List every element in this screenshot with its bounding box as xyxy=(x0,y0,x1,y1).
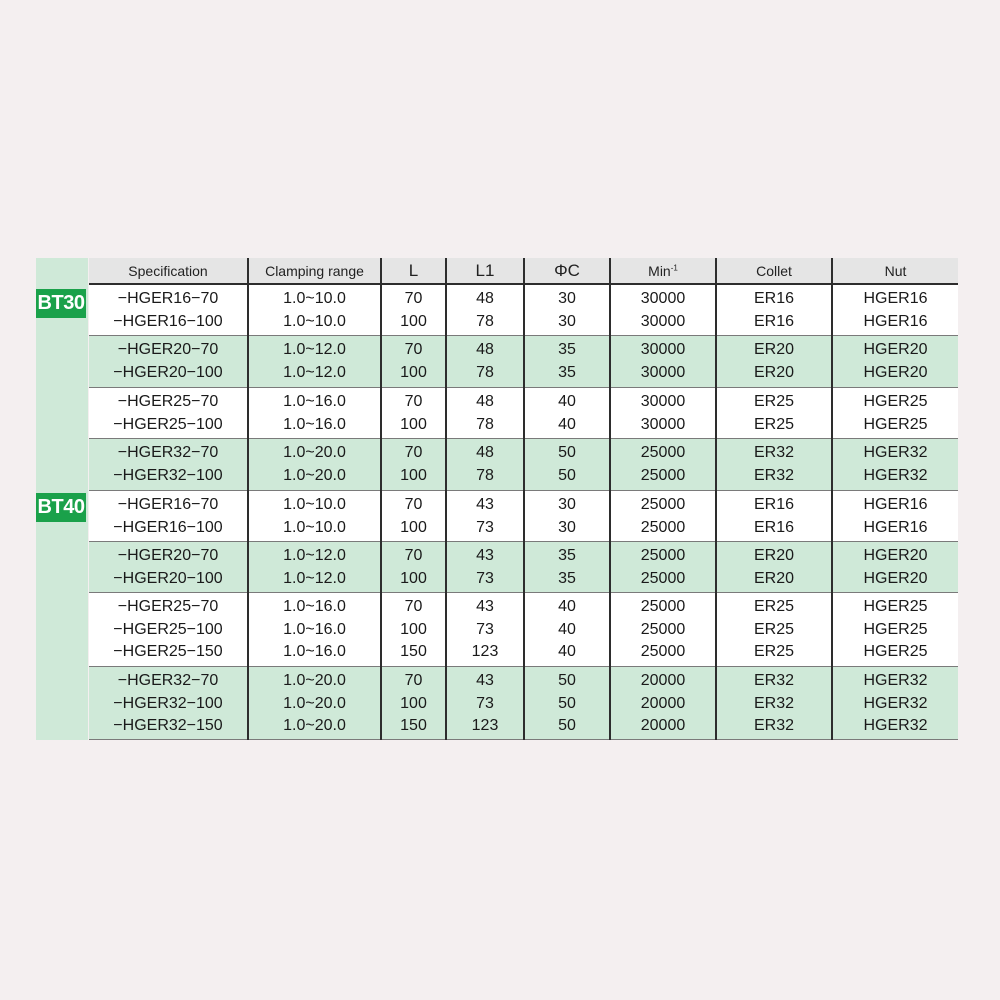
cell-l1: 78 xyxy=(476,466,494,484)
cell-l1: 48 xyxy=(476,290,494,307)
cell-nut: HGER32 xyxy=(863,672,928,689)
cell-phi-c: 50 xyxy=(558,444,576,461)
bt30-label: BT30 xyxy=(36,289,86,318)
cell-clamping-range: 1.0~16.0 xyxy=(283,415,346,433)
cell-l1: 123 xyxy=(471,643,499,660)
cell-l: 100 xyxy=(400,466,427,484)
cell-l: 70 xyxy=(404,598,423,615)
cell-nut: HGER25 xyxy=(863,620,928,638)
cell-specification: −HGER25−100 xyxy=(113,415,223,433)
cell-l1: 73 xyxy=(476,569,494,587)
cell-phi-c: 40 xyxy=(558,643,576,660)
cell-nut: HGER25 xyxy=(863,415,928,433)
cell-l: 150 xyxy=(400,717,427,734)
cell-l1: 48 xyxy=(476,444,494,461)
cell-phi-c: 35 xyxy=(558,341,576,358)
cell-clamping-range: 1.0~20.0 xyxy=(283,717,346,734)
cell-nut: HGER20 xyxy=(863,547,928,564)
bt40-label: BT40 xyxy=(36,493,86,522)
header-nut: Nut xyxy=(833,258,958,285)
holder-series-sidebar xyxy=(36,258,88,740)
cell-nut: HGER20 xyxy=(863,363,928,381)
cell-l: 100 xyxy=(400,312,427,330)
cell-specification: −HGER20−70 xyxy=(117,341,219,358)
cell-min: 30000 xyxy=(640,415,686,433)
column-divider xyxy=(715,258,717,740)
cell-clamping-range: 1.0~10.0 xyxy=(283,290,346,307)
cell-l1: 73 xyxy=(476,694,494,712)
cell-clamping-range: 1.0~16.0 xyxy=(283,598,346,615)
header-phi-c: ΦC xyxy=(525,258,609,285)
column-divider xyxy=(831,258,833,740)
cell-collet: ER16 xyxy=(753,290,795,307)
cell-min: 30000 xyxy=(640,393,686,410)
cell-l: 70 xyxy=(404,393,423,410)
spec-table xyxy=(89,258,958,740)
spec-table-frame xyxy=(36,258,958,740)
cell-collet: ER32 xyxy=(753,694,795,712)
cell-l1: 73 xyxy=(476,620,494,638)
cell-l: 100 xyxy=(400,569,427,587)
cell-clamping-range: 1.0~12.0 xyxy=(283,569,346,587)
cell-nut: HGER20 xyxy=(863,569,928,587)
cell-min: 25000 xyxy=(640,444,686,461)
cell-collet: ER20 xyxy=(753,547,795,564)
cell-min: 20000 xyxy=(640,717,686,734)
cell-phi-c: 35 xyxy=(558,547,576,564)
cell-phi-c: 50 xyxy=(558,717,576,734)
cell-l1: 43 xyxy=(476,496,494,513)
cell-specification: −HGER25−70 xyxy=(117,598,219,615)
cell-nut: HGER32 xyxy=(863,466,928,484)
cell-collet: ER32 xyxy=(753,466,795,484)
cell-clamping-range: 1.0~12.0 xyxy=(283,363,346,381)
cell-min: 25000 xyxy=(640,466,686,484)
cell-l: 100 xyxy=(400,363,427,381)
cell-min: 25000 xyxy=(640,569,686,587)
cell-phi-c: 30 xyxy=(558,312,576,330)
cell-l: 150 xyxy=(400,643,427,660)
cell-specification: −HGER20−100 xyxy=(113,363,223,381)
cell-clamping-range: 1.0~20.0 xyxy=(283,444,346,461)
cell-min: 20000 xyxy=(640,694,686,712)
cell-nut: HGER25 xyxy=(863,598,928,615)
cell-l1: 73 xyxy=(476,518,494,536)
cell-collet: ER20 xyxy=(753,341,795,358)
cell-clamping-range: 1.0~16.0 xyxy=(283,643,346,660)
cell-nut: HGER16 xyxy=(863,518,928,536)
header-collet: Collet xyxy=(717,258,831,285)
header-min xyxy=(611,258,715,285)
cell-nut: HGER25 xyxy=(863,643,928,660)
cell-clamping-range: 1.0~16.0 xyxy=(283,620,346,638)
cell-collet: ER16 xyxy=(753,312,795,330)
cell-collet: ER25 xyxy=(753,643,795,660)
cell-nut: HGER16 xyxy=(863,312,928,330)
cell-nut: HGER32 xyxy=(863,694,928,712)
cell-specification: −HGER16−100 xyxy=(113,312,223,330)
cell-min: 25000 xyxy=(640,643,686,660)
cell-collet: ER20 xyxy=(753,363,795,381)
cell-min: 25000 xyxy=(640,518,686,536)
cell-collet: ER32 xyxy=(753,717,795,734)
cell-collet: ER25 xyxy=(753,620,795,638)
cell-nut: HGER32 xyxy=(863,717,928,734)
cell-specification: −HGER32−100 xyxy=(113,466,223,484)
column-divider xyxy=(247,258,249,740)
cell-min: 20000 xyxy=(640,672,686,689)
cell-specification: −HGER25−100 xyxy=(113,620,223,638)
cell-specification: −HGER32−70 xyxy=(117,444,219,461)
cell-specification: −HGER32−150 xyxy=(113,717,223,734)
cell-clamping-range: 1.0~20.0 xyxy=(283,694,346,712)
cell-nut: HGER32 xyxy=(863,444,928,461)
cell-clamping-range: 1.0~10.0 xyxy=(283,496,346,513)
cell-specification: −HGER25−150 xyxy=(113,643,223,660)
cell-l1: 43 xyxy=(476,598,494,615)
cell-l: 100 xyxy=(400,518,427,536)
cell-collet: ER16 xyxy=(753,518,795,536)
cell-nut: HGER16 xyxy=(863,496,928,513)
cell-clamping-range: 1.0~16.0 xyxy=(283,393,346,410)
cell-specification: −HGER20−70 xyxy=(117,547,219,564)
cell-min: 25000 xyxy=(640,598,686,615)
header-min-superscript: -1 xyxy=(670,263,678,273)
cell-l: 100 xyxy=(400,415,427,433)
cell-l1: 48 xyxy=(476,393,494,410)
cell-phi-c: 50 xyxy=(558,694,576,712)
cell-min: 25000 xyxy=(640,496,686,513)
cell-collet: ER16 xyxy=(753,496,795,513)
cell-specification: −HGER16−70 xyxy=(117,290,219,307)
cell-phi-c: 50 xyxy=(558,466,576,484)
cell-collet: ER25 xyxy=(753,393,795,410)
header-min-base: Min xyxy=(648,263,671,279)
cell-collet: ER25 xyxy=(753,598,795,615)
header-l: L xyxy=(382,258,445,285)
cell-l: 70 xyxy=(404,341,423,358)
column-divider xyxy=(445,258,447,740)
cell-min: 30000 xyxy=(640,363,686,381)
cell-collet: ER20 xyxy=(753,569,795,587)
cell-collet: ER32 xyxy=(753,672,795,689)
column-divider xyxy=(380,258,382,740)
cell-min: 30000 xyxy=(640,341,686,358)
cell-clamping-range: 1.0~12.0 xyxy=(283,547,346,564)
cell-phi-c: 30 xyxy=(558,518,576,536)
cell-l1: 78 xyxy=(476,312,494,330)
cell-specification: −HGER20−100 xyxy=(113,569,223,587)
cell-phi-c: 40 xyxy=(558,415,576,433)
cell-min: 30000 xyxy=(640,312,686,330)
cell-min: 25000 xyxy=(640,620,686,638)
cell-l: 70 xyxy=(404,290,423,307)
cell-l1: 78 xyxy=(476,363,494,381)
cell-specification: −HGER16−70 xyxy=(117,496,219,513)
cell-min: 30000 xyxy=(640,290,686,307)
cell-collet: ER25 xyxy=(753,415,795,433)
cell-nut: HGER20 xyxy=(863,341,928,358)
cell-specification: −HGER32−100 xyxy=(113,694,223,712)
cell-l1: 123 xyxy=(471,717,499,734)
cell-phi-c: 35 xyxy=(558,363,576,381)
header-clamping-range: Clamping range xyxy=(249,258,380,285)
cell-l: 70 xyxy=(404,496,423,513)
cell-specification: −HGER32−70 xyxy=(117,672,219,689)
cell-phi-c: 40 xyxy=(558,620,576,638)
header-specification: Specification xyxy=(89,258,247,285)
header-l1: L1 xyxy=(447,258,523,285)
cell-nut: HGER25 xyxy=(863,393,928,410)
column-divider xyxy=(523,258,525,740)
cell-clamping-range: 1.0~20.0 xyxy=(283,466,346,484)
cell-phi-c: 30 xyxy=(558,290,576,307)
cell-specification: −HGER16−100 xyxy=(113,518,223,536)
cell-l: 100 xyxy=(400,620,427,638)
cell-l1: 78 xyxy=(476,415,494,433)
cell-nut: HGER16 xyxy=(863,290,928,307)
cell-clamping-range: 1.0~12.0 xyxy=(283,341,346,358)
cell-clamping-range: 1.0~20.0 xyxy=(283,672,346,689)
cell-specification: −HGER25−70 xyxy=(117,393,219,410)
cell-min: 25000 xyxy=(640,547,686,564)
cell-phi-c: 30 xyxy=(558,496,576,513)
cell-clamping-range: 1.0~10.0 xyxy=(283,312,346,330)
cell-clamping-range: 1.0~10.0 xyxy=(283,518,346,536)
cell-phi-c: 35 xyxy=(558,569,576,587)
cell-l1: 43 xyxy=(476,672,494,689)
cell-collet: ER32 xyxy=(753,444,795,461)
cell-l: 70 xyxy=(404,672,423,689)
cell-phi-c: 50 xyxy=(558,672,576,689)
cell-l: 70 xyxy=(404,444,423,461)
cell-phi-c: 40 xyxy=(558,393,576,410)
cell-l1: 43 xyxy=(476,547,494,564)
cell-l1: 48 xyxy=(476,341,494,358)
cell-l: 70 xyxy=(404,547,423,564)
cell-l: 100 xyxy=(400,694,427,712)
column-divider xyxy=(609,258,611,740)
cell-phi-c: 40 xyxy=(558,598,576,615)
